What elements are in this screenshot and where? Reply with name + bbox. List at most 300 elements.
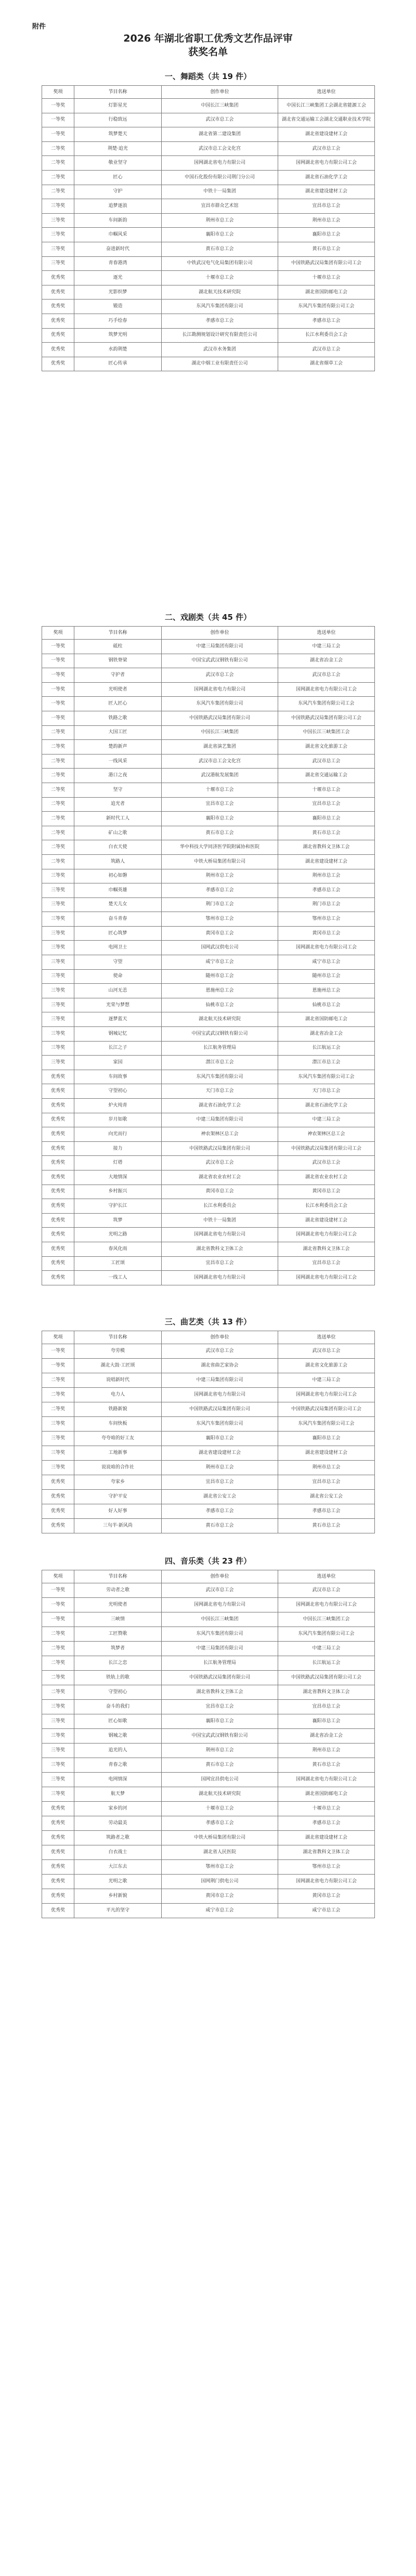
creator-unit-cell: 黄冈市总工会: [162, 1185, 278, 1199]
program-name-cell: 铁路之歌: [74, 711, 162, 725]
program-name-cell: 山河无恙: [74, 984, 162, 998]
submitter-unit-cell: 国网湖北省电力有限公司工会: [278, 941, 375, 955]
submitter-unit-cell: 湖北省冶金工会: [278, 1027, 375, 1042]
submitter-unit-cell: 黄冈市总工会: [278, 926, 375, 941]
table-row: [42, 1432, 375, 1446]
submitter-unit-cell: 湖北省石油化学工会: [278, 170, 375, 185]
program-name-cell: 奋斗的我们: [74, 1700, 162, 1714]
table-row: [42, 141, 375, 156]
creator-unit-cell: 中铁武汉电气化局集团有限公司: [162, 256, 278, 271]
creator-unit-cell: 宜昌市总工会: [162, 1475, 278, 1490]
submitter-unit-cell: 襄阳市总工会: [278, 1714, 375, 1729]
creator-unit-cell: 中国石化股份有限公司荆门分公司: [162, 170, 278, 185]
creator-unit-cell: 咸宁市总工会: [162, 955, 278, 970]
program-name-cell: 新时代工人: [74, 812, 162, 826]
table-row: [42, 1359, 375, 1373]
award-cell: 优秀奖: [42, 357, 74, 371]
creator-unit-cell: 潜江市总工会: [162, 1056, 278, 1070]
award-cell: 二等奖: [42, 170, 74, 185]
column-header: 选送单位: [278, 1570, 375, 1583]
column-header: 奖项: [42, 1331, 74, 1344]
program-name-cell: 匠心如歌: [74, 1714, 162, 1729]
award-cell: 三等奖: [42, 1417, 74, 1432]
submitter-unit-cell: 武汉市总工会: [278, 754, 375, 769]
creator-unit-cell: 随州市总工会: [162, 969, 278, 984]
section-heading: 四、音乐类（共 23 件）: [164, 1556, 252, 1566]
program-name-cell: 筑梦: [74, 1213, 162, 1228]
submitter-unit-cell: 中建三局工会: [278, 1113, 375, 1127]
program-name-cell: 光明之歌: [74, 1875, 162, 1889]
table-row: [42, 725, 375, 740]
submitter-unit-cell: 黄石市总工会: [278, 1758, 375, 1773]
submitter-unit-cell: 荆州市总工会: [278, 1461, 375, 1475]
creator-unit-cell: 襄阳市总工会: [162, 1714, 278, 1729]
program-name-cell: 坚守: [74, 783, 162, 797]
table-row: [42, 1860, 375, 1875]
creator-unit-cell: 鄂州市总工会: [162, 912, 278, 927]
award-cell: 优秀奖: [42, 1185, 74, 1199]
table-row: [42, 869, 375, 883]
award-cell: 一等奖: [42, 668, 74, 683]
creator-unit-cell: 襄阳市总工会: [162, 812, 278, 826]
table-row: [42, 314, 375, 328]
award-cell: 三等奖: [42, 1056, 74, 1070]
table-row: [42, 1199, 375, 1214]
submitter-unit-cell: 中国长江三峡集团工会: [278, 725, 375, 740]
table-row: [42, 1845, 375, 1860]
table-row: [42, 1787, 375, 1802]
creator-unit-cell: 湖北航天技术研究院: [162, 1787, 278, 1802]
award-cell: 二等奖: [42, 1402, 74, 1417]
award-cell: 三等奖: [42, 1041, 74, 1056]
submitter-unit-cell: 湖北省冶金工会: [278, 1729, 375, 1744]
submitter-unit-cell: 湖北省交通运输工会湖北交通职业技术学院: [278, 113, 375, 127]
submitter-unit-cell: 荆门市总工会: [278, 897, 375, 912]
creator-unit-cell: 国网湖北省电力有限公司: [162, 1228, 278, 1242]
table-row: [42, 797, 375, 812]
table-row: [42, 998, 375, 1012]
award-cell: 优秀奖: [42, 1504, 74, 1519]
program-name-cell: 平凡的坚守: [74, 1904, 162, 1918]
table-row: [42, 1612, 375, 1627]
submitter-unit-cell: 湖北省教科文卫体工会: [278, 1242, 375, 1256]
award-cell: 优秀奖: [42, 1242, 74, 1256]
table-row: [42, 1490, 375, 1504]
award-cell: 优秀奖: [42, 1802, 74, 1816]
table-row: [42, 1700, 375, 1714]
creator-unit-cell: 国网湖北省电力有限公司: [162, 1598, 278, 1612]
award-cell: 优秀奖: [42, 1889, 74, 1904]
program-name-cell: 守护平安: [74, 1490, 162, 1504]
submitter-unit-cell: 湖北省国防邮电工会: [278, 285, 375, 300]
program-name-cell: 筑梦光明: [74, 328, 162, 343]
creator-unit-cell: 宜昌市群众艺术馆: [162, 199, 278, 214]
submitter-unit-cell: 中国铁路武汉局集团有限公司工会: [278, 1141, 375, 1156]
award-cell: 三等奖: [42, 926, 74, 941]
program-name-cell: 初心如磐: [74, 869, 162, 883]
creator-unit-cell: 中国长江三峡集团: [162, 99, 278, 113]
program-name-cell: 工匠颂: [74, 1256, 162, 1271]
award-cell: 二等奖: [42, 1388, 74, 1402]
award-cell: 优秀奖: [42, 271, 74, 285]
table-row: [42, 285, 375, 300]
award-cell: 优秀奖: [42, 328, 74, 343]
program-name-cell: 灯影星光: [74, 99, 162, 113]
creator-unit-cell: 中国宝武武汉钢铁有限公司: [162, 1729, 278, 1744]
award-cell: 二等奖: [42, 826, 74, 840]
creator-unit-cell: 湖北省石油化学工会: [162, 1099, 278, 1113]
creator-unit-cell: 宜昌市总工会: [162, 797, 278, 812]
table-row: [42, 640, 375, 654]
award-cell: 二等奖: [42, 854, 74, 869]
award-section: [42, 68, 374, 371]
award-cell: 优秀奖: [42, 300, 74, 314]
creator-unit-cell: 东风汽车集团有限公司: [162, 300, 278, 314]
program-name-cell: 大国工匠: [74, 725, 162, 740]
table-row: [42, 1446, 375, 1461]
table-row: [42, 170, 375, 185]
table-row: [42, 1519, 375, 1533]
program-name-cell: 矿山之歌: [74, 826, 162, 840]
award-cell: 一等奖: [42, 654, 74, 668]
creator-unit-cell: 中铁大桥局集团有限公司: [162, 1831, 278, 1845]
award-cell: 三等奖: [42, 897, 74, 912]
program-name-cell: 青春港湾: [74, 256, 162, 271]
program-name-cell: 夸劳模: [74, 1344, 162, 1359]
program-name-cell: 守护者: [74, 668, 162, 683]
program-name-cell: 匠人匠心: [74, 697, 162, 711]
award-cell: 二等奖: [42, 1685, 74, 1700]
submitter-unit-cell: 国网湖北省电力有限公司工会: [278, 682, 375, 697]
creator-unit-cell: 荆州市总工会: [162, 869, 278, 883]
table-row: [42, 185, 375, 199]
table-row: [42, 1598, 375, 1612]
column-header: 节目名称: [74, 1331, 162, 1344]
table-row: [42, 127, 375, 142]
creator-unit-cell: 十堰市总工会: [162, 271, 278, 285]
submitter-unit-cell: 东风汽车集团有限公司工会: [278, 300, 375, 314]
table-row: [42, 1642, 375, 1656]
program-name-cell: 追光的人: [74, 1744, 162, 1758]
submitter-unit-cell: 长江航运工会: [278, 1041, 375, 1056]
submitter-unit-cell: 湖北省公安工会: [278, 1490, 375, 1504]
program-name-cell: 白衣战士: [74, 1845, 162, 1860]
program-name-cell: 追光者: [74, 797, 162, 812]
creator-unit-cell: 湖北省公安工会: [162, 1490, 278, 1504]
creator-unit-cell: 黄石市总工会: [162, 1519, 278, 1533]
creator-unit-cell: 荆州市总工会: [162, 1461, 278, 1475]
table-row: [42, 300, 375, 314]
creator-unit-cell: 湖北省教科文卫体工会: [162, 1242, 278, 1256]
creator-unit-cell: 中国铁路武汉局集团有限公司: [162, 711, 278, 725]
program-name-cell: 筑梦楚天: [74, 127, 162, 142]
creator-unit-cell: 武汉市总工会: [162, 668, 278, 683]
creator-unit-cell: 黄石市总工会: [162, 826, 278, 840]
award-cell: 一等奖: [42, 1598, 74, 1612]
table-row: [42, 1816, 375, 1831]
program-name-cell: 一线风采: [74, 754, 162, 769]
submitter-unit-cell: 黄石市总工会: [278, 242, 375, 256]
program-name-cell: 锻造: [74, 300, 162, 314]
program-name-cell: 守护: [74, 185, 162, 199]
creator-unit-cell: 神农架林区总工会: [162, 1127, 278, 1142]
table-row: [42, 99, 375, 113]
award-cell: 二等奖: [42, 1627, 74, 1642]
submitter-unit-cell: 湖北省国防邮电工会: [278, 1012, 375, 1027]
table-row: [42, 840, 375, 855]
award-cell: 二等奖: [42, 156, 74, 171]
creator-unit-cell: 湖北航天技术研究院: [162, 285, 278, 300]
table-row: [42, 1156, 375, 1170]
award-cell: 三等奖: [42, 213, 74, 228]
creator-unit-cell: 湖北省曲艺家协会: [162, 1359, 278, 1373]
table-row: [42, 1656, 375, 1671]
submitter-unit-cell: 鄂州市总工会: [278, 1860, 375, 1875]
award-cell: 一等奖: [42, 1583, 74, 1598]
creator-unit-cell: 中国宝武武汉钢铁有限公司: [162, 654, 278, 668]
program-name-cell: 铁路新貌: [74, 1402, 162, 1417]
attachment-label: 附件: [32, 23, 46, 31]
program-name-cell: 一线工人: [74, 1271, 162, 1285]
creator-unit-cell: 东风汽车集团有限公司: [162, 1627, 278, 1642]
submitter-unit-cell: 湖北省农业农村工会: [278, 1170, 375, 1185]
table-row: [42, 897, 375, 912]
award-table: [42, 1331, 375, 1533]
program-name-cell: 劳动者之歌: [74, 1583, 162, 1598]
submitter-unit-cell: 湖北省文化旅游工会: [278, 740, 375, 754]
program-name-cell: 乡村新貌: [74, 1889, 162, 1904]
submitter-unit-cell: 湖北省建设建材工会: [278, 1213, 375, 1228]
table-row: [42, 984, 375, 998]
table-row: [42, 926, 375, 941]
award-cell: 二等奖: [42, 840, 74, 855]
column-header: 节目名称: [74, 1570, 162, 1583]
submitter-unit-cell: 武汉市总工会: [278, 1156, 375, 1170]
program-name-cell: 荆楚·追光: [74, 141, 162, 156]
award-section: [42, 608, 374, 1285]
table-row: [42, 1417, 375, 1432]
creator-unit-cell: 荆门市总工会: [162, 897, 278, 912]
program-name-cell: 车间故事: [74, 1070, 162, 1084]
award-cell: 二等奖: [42, 1373, 74, 1388]
column-header: 奖项: [42, 627, 74, 640]
creator-unit-cell: 湖北航天技术研究院: [162, 1012, 278, 1027]
program-name-cell: 楚韵新声: [74, 740, 162, 754]
program-name-cell: 岁月如歌: [74, 1113, 162, 1127]
award-cell: 三等奖: [42, 1432, 74, 1446]
submitter-unit-cell: 鄂州市总工会: [278, 912, 375, 927]
creator-unit-cell: 宜昌市总工会: [162, 1700, 278, 1714]
award-cell: 一等奖: [42, 697, 74, 711]
submitter-unit-cell: 湖北省文化旅游工会: [278, 1359, 375, 1373]
submitter-unit-cell: 中国铁路武汉局集团有限公司工会: [278, 1671, 375, 1685]
submitter-unit-cell: 中国铁路武汉局集团有限公司工会: [278, 256, 375, 271]
table-row: [42, 812, 375, 826]
award-cell: 优秀奖: [42, 1156, 74, 1170]
program-name-cell: 三句半·新风尚: [74, 1519, 162, 1533]
submitter-unit-cell: 中建三局工会: [278, 1373, 375, 1388]
program-name-cell: 光明使者: [74, 682, 162, 697]
table-row: [42, 1475, 375, 1490]
table-row: [42, 941, 375, 955]
program-name-cell: 匠心筑梦: [74, 926, 162, 941]
table-row: [42, 654, 375, 668]
award-cell: 优秀奖: [42, 1141, 74, 1156]
program-name-cell: 匠心: [74, 170, 162, 185]
program-name-cell: 电网卫士: [74, 941, 162, 955]
creator-unit-cell: 天门市总工会: [162, 1084, 278, 1099]
column-header: 创作单位: [162, 1570, 278, 1583]
award-cell: 三等奖: [42, 998, 74, 1012]
column-header: 奖项: [42, 1570, 74, 1583]
submitter-unit-cell: 襄阳市总工会: [278, 228, 375, 242]
creator-unit-cell: 中建三局集团有限公司: [162, 1113, 278, 1127]
table-row: [42, 1402, 375, 1417]
program-name-cell: 电力人: [74, 1388, 162, 1402]
submitter-unit-cell: 十堰市总工会: [278, 271, 375, 285]
table-row: [42, 1461, 375, 1475]
award-cell: 三等奖: [42, 1446, 74, 1461]
program-name-cell: 楚天儿女: [74, 897, 162, 912]
table-row: [42, 1127, 375, 1142]
submitter-unit-cell: 宜昌市总工会: [278, 797, 375, 812]
award-cell: 一等奖: [42, 127, 74, 142]
submitter-unit-cell: 湖北省冶金工会: [278, 654, 375, 668]
submitter-unit-cell: 国网湖北省电力有限公司工会: [278, 1228, 375, 1242]
table-row: [42, 1344, 375, 1359]
award-cell: 优秀奖: [42, 1831, 74, 1845]
creator-unit-cell: 湖北省建设建材工会: [162, 1446, 278, 1461]
award-cell: 三等奖: [42, 955, 74, 970]
creator-unit-cell: 国网湖北省电力有限公司: [162, 682, 278, 697]
program-name-cell: 巧手绘春: [74, 314, 162, 328]
program-name-cell: 三峡情: [74, 1612, 162, 1627]
creator-unit-cell: 宜昌市总工会: [162, 1256, 278, 1271]
award-cell: 优秀奖: [42, 1490, 74, 1504]
submitter-unit-cell: 武汉市总工会: [278, 343, 375, 357]
submitter-unit-cell: 中国长江三峡集团工会: [278, 1612, 375, 1627]
submitter-unit-cell: 湖北省建设建材工会: [278, 1446, 375, 1461]
creator-unit-cell: 中建三局集团有限公司: [162, 1373, 278, 1388]
section-heading: 三、曲艺类（共 13 件）: [164, 1317, 252, 1326]
creator-unit-cell: 武汉市总工会: [162, 1156, 278, 1170]
program-name-cell: 铁轨上的歌: [74, 1671, 162, 1685]
award-cell: 三等奖: [42, 1461, 74, 1475]
award-cell: 三等奖: [42, 1700, 74, 1714]
table-row: [42, 1373, 375, 1388]
creator-unit-cell: 孝感市总工会: [162, 883, 278, 898]
award-cell: 优秀奖: [42, 314, 74, 328]
creator-unit-cell: 国网湖北省电力有限公司: [162, 1271, 278, 1285]
award-cell: 三等奖: [42, 984, 74, 998]
program-name-cell: 敬业坚守: [74, 156, 162, 171]
program-name-cell: 好人好事: [74, 1504, 162, 1519]
program-name-cell: 守望初心: [74, 1685, 162, 1700]
creator-unit-cell: 中国长江三峡集团: [162, 1612, 278, 1627]
table-row: [42, 682, 375, 697]
column-header: 创作单位: [162, 627, 278, 640]
creator-unit-cell: 长江水利委员会: [162, 1199, 278, 1214]
table-row: [42, 1904, 375, 1918]
program-name-cell: 工匠赞歌: [74, 1627, 162, 1642]
submitter-unit-cell: 宜昌市总工会: [278, 1700, 375, 1714]
award-cell: 三等奖: [42, 256, 74, 271]
table-row: [42, 1141, 375, 1156]
table-row: [42, 1773, 375, 1787]
award-cell: 优秀奖: [42, 1875, 74, 1889]
program-name-cell: 使命: [74, 969, 162, 984]
creator-unit-cell: 中国铁路武汉局集团有限公司: [162, 1402, 278, 1417]
table-row: [42, 1099, 375, 1113]
creator-unit-cell: 中建三局集团有限公司: [162, 640, 278, 654]
creator-unit-cell: 孝感市总工会: [162, 1816, 278, 1831]
award-cell: 优秀奖: [42, 1816, 74, 1831]
award-cell: 一等奖: [42, 682, 74, 697]
creator-unit-cell: 湖北省教科文卫体工会: [162, 1685, 278, 1700]
table-row: [42, 1685, 375, 1700]
submitter-unit-cell: 中国铁路武汉局集团有限公司工会: [278, 1402, 375, 1417]
creator-unit-cell: 武汉市总工会: [162, 1344, 278, 1359]
award-cell: 二等奖: [42, 754, 74, 769]
award-cell: 二等奖: [42, 1656, 74, 1671]
submitter-unit-cell: 武汉市总工会: [278, 668, 375, 683]
award-cell: 优秀奖: [42, 1845, 74, 1860]
table-row: [42, 1056, 375, 1070]
table-row: [42, 1583, 375, 1598]
creator-unit-cell: 十堰市总工会: [162, 783, 278, 797]
program-name-cell: 匠心传承: [74, 357, 162, 371]
creator-unit-cell: 湖北省演艺集团: [162, 740, 278, 754]
award-cell: 三等奖: [42, 912, 74, 927]
program-name-cell: 说唱新时代: [74, 1373, 162, 1388]
creator-unit-cell: 武汉港航发展集团: [162, 769, 278, 783]
table-row: [42, 1228, 375, 1242]
award-cell: 优秀奖: [42, 1519, 74, 1533]
creator-unit-cell: 恩施州总工会: [162, 984, 278, 998]
table-row: [42, 769, 375, 783]
table-row: [42, 1185, 375, 1199]
program-name-cell: 炉火纯青: [74, 1099, 162, 1113]
table-row: [42, 1041, 375, 1056]
creator-unit-cell: 湖北省第二建设集团: [162, 127, 278, 142]
creator-unit-cell: 国网湖北省电力有限公司: [162, 156, 278, 171]
column-header: 选送单位: [278, 86, 375, 99]
document-subtitle: 获奖名单: [188, 46, 228, 58]
program-name-cell: 工地新事: [74, 1446, 162, 1461]
submitter-unit-cell: 十堰市总工会: [278, 1802, 375, 1816]
creator-unit-cell: 中国铁路武汉局集团有限公司: [162, 1141, 278, 1156]
award-cell: 三等奖: [42, 242, 74, 256]
program-name-cell: 夸夸咱的好工友: [74, 1432, 162, 1446]
creator-unit-cell: 东风汽车集团有限公司: [162, 697, 278, 711]
table-row: [42, 1027, 375, 1042]
creator-unit-cell: 国网荆门供电公司: [162, 1875, 278, 1889]
table-header-row: [42, 1331, 375, 1344]
award-cell: 一等奖: [42, 1344, 74, 1359]
submitter-unit-cell: 湖北省石油化学工会: [278, 1099, 375, 1113]
submitter-unit-cell: 黄冈市总工会: [278, 1185, 375, 1199]
program-name-cell: 光明之路: [74, 1228, 162, 1242]
table-row: [42, 1744, 375, 1758]
submitter-unit-cell: 湖北省教科文卫体工会: [278, 1845, 375, 1860]
table-row: [42, 113, 375, 127]
program-name-cell: 守护长江: [74, 1199, 162, 1214]
table-row: [42, 1671, 375, 1685]
program-name-cell: 光影织梦: [74, 285, 162, 300]
program-name-cell: 守望初心: [74, 1084, 162, 1099]
submitter-unit-cell: 咸宁市总工会: [278, 955, 375, 970]
submitter-unit-cell: 湖北省建设建材工会: [278, 185, 375, 199]
